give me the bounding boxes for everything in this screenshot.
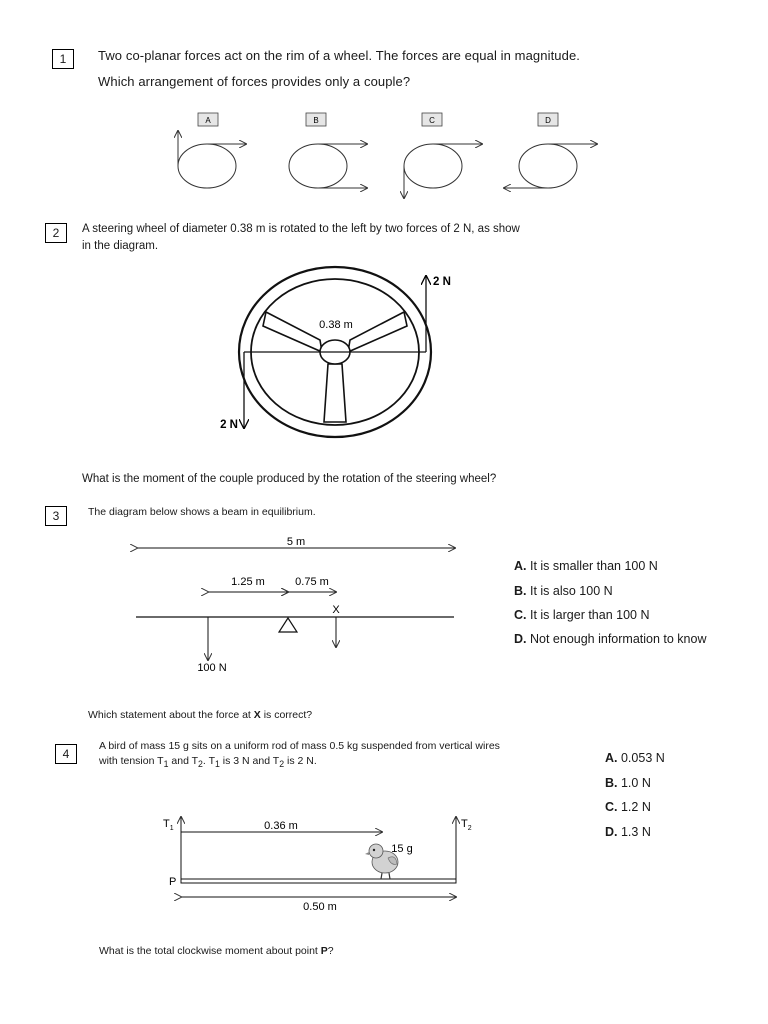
question-number-3: 3 [45,506,67,526]
q3-option-c[interactable]: C. It is larger than 100 N [514,608,650,622]
q4-option-d[interactable]: D. 1.3 N [605,825,651,839]
option-label-c: C [429,116,435,125]
q4-text-line2: with tension $T_1$ and $T_2$. $T_1$ is 3 N and $T_2$ is 2 N. [99,755,317,770]
question-number-1: 1 [52,49,74,69]
question-number-4: 4 [55,744,77,764]
distance-bird-label: 0.36 m [264,820,298,832]
q3-intro: The diagram below shows a beam in equilibrium. [88,506,316,518]
point-p-label: P [169,876,177,888]
q3-question: Which statement about the force at X is correct? [88,709,313,721]
q4-option-a[interactable]: A. 0.053 N [605,751,665,765]
force-label-bottom: 2 N [220,419,238,431]
option-label-b: B [313,116,319,125]
q2-question: What is the moment of the couple produced by the rotation of the steering wheel? [82,473,497,485]
q4-text-line1: A bird of mass 15 g sits on a uniform rod of mass 0.5 kg suspended from vertical wires [99,740,500,752]
q1-text-line2: Which arrangement of forces provides only a couple? [98,74,411,89]
dimension-5m-label: 5 m [286,536,306,548]
dimension-0-75m-label: 0.75 m [295,576,329,588]
weight-label: 100 N [197,662,227,674]
force-label-top: 2 N [433,276,451,288]
q3-option-d[interactable]: D. Not enough information to know [514,632,707,646]
t1-label: $T_1$ [163,818,174,832]
option-label-a: A [205,116,211,125]
q4-option-b[interactable]: B. 1.0 N [605,776,651,790]
bird-mass-label: 15 g [391,843,413,855]
q3-option-a[interactable]: A. It is smaller than 100 N [514,559,658,573]
q3-option-b[interactable]: B. It is also 100 N [514,584,613,598]
dimension-1-25m-label: 1.25 m [231,576,265,588]
q4-question: What is the total clockwise moment about point P? [99,945,334,957]
diameter-label: 0.38 m [319,319,353,331]
q2-text-line2: in the diagram. [82,240,159,252]
point-x-label: X [332,604,340,616]
rod-length-label: 0.50 m [303,901,337,913]
q4-option-c[interactable]: C. 1.2 N [605,800,651,814]
q1-text-line1: Two co-planar forces act on the rim of a wheel. The forces are equal in magnitude. [98,48,580,63]
option-label-d: D [545,116,551,125]
q2-text-line1: A steering wheel of diameter 0.38 m is rotated to the left by two forces of 2 N, as show [82,223,520,235]
uniform-rod [181,879,456,883]
question-number-2: 2 [45,223,67,243]
t2-label: $T_2$ [461,818,472,832]
